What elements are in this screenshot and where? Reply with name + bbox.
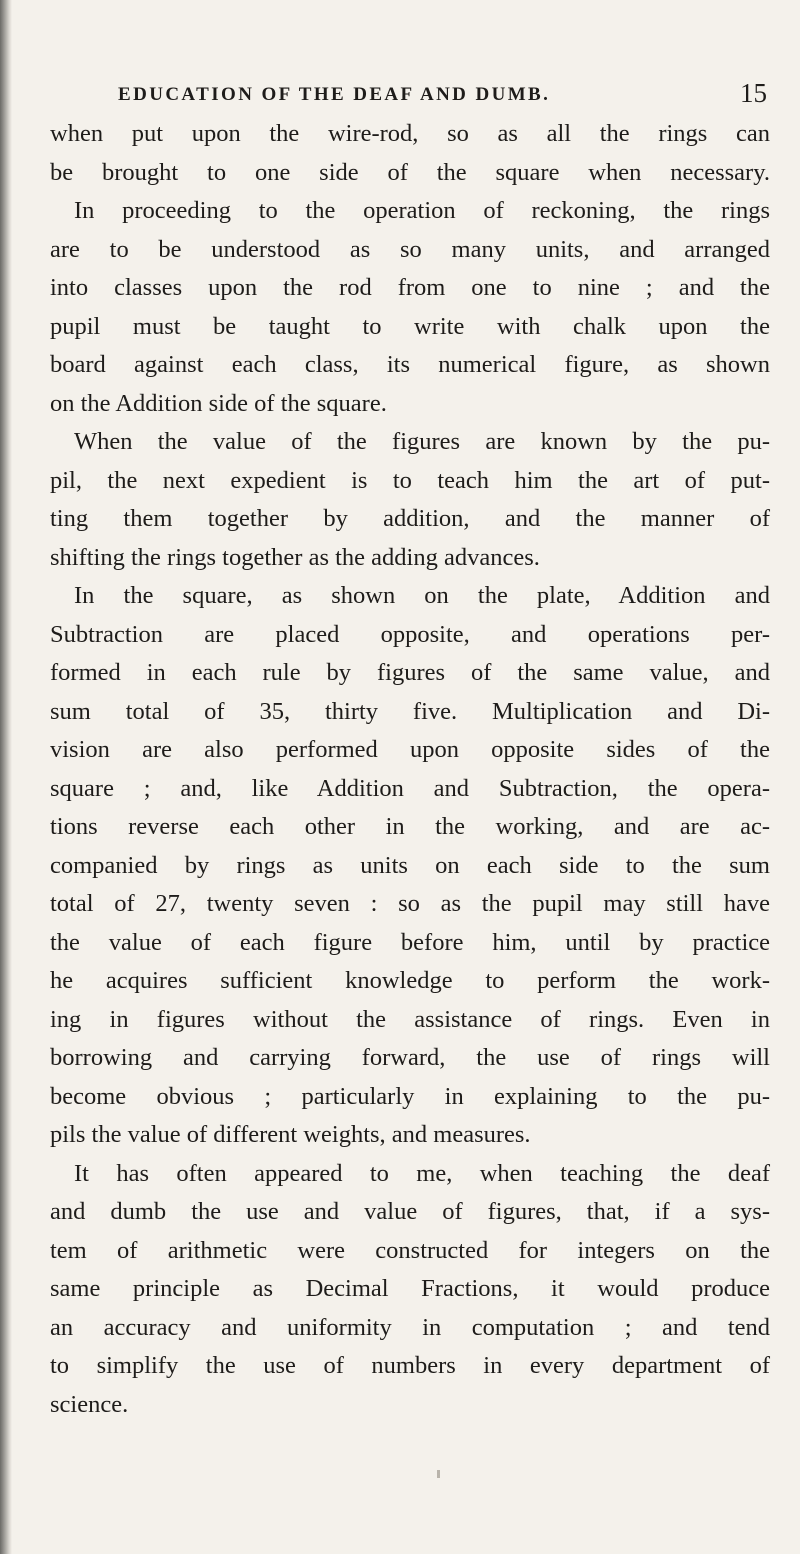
text-line: pil, the next expedient is to teach him the art of put-: [50, 466, 770, 494]
text-line: tions reverse each other in the working, and are ac-: [50, 813, 770, 840]
text-line: pupil must be taught to write with chalk upon the: [50, 312, 770, 340]
text-line: In proceeding to the operation of reckoning, the rings: [74, 197, 770, 224]
text-line: are to be understood as so many units, and arranged: [50, 235, 770, 263]
text-line: become obvious ; particularly in explaining to the pu-: [50, 1082, 770, 1110]
text-line: borrowing and carrying forward, the use of rings will: [50, 1044, 770, 1071]
text-line: shifting the rings together as the adding advances.: [50, 543, 540, 571]
text-line: he acquires sufficient knowledge to perform the work-: [50, 967, 770, 994]
print-mark: [437, 1470, 440, 1478]
page-number: 15: [740, 78, 767, 108]
text-line: be brought to one side of the square when necessary.: [50, 158, 770, 186]
text-line: sum total of 35, thirty five. Multiplication and Di-: [50, 697, 770, 725]
text-line: tem of arithmetic were constructed for integers on the: [50, 1236, 770, 1264]
text-line: square ; and, like Addition and Subtraction, the opera-: [50, 774, 770, 802]
text-line: companied by rings as units on each side to the sum: [50, 851, 770, 879]
text-line: into classes upon the rod from one to nine ; and the: [50, 274, 770, 301]
text-line: same principle as Decimal Fractions, it would produce: [50, 1275, 770, 1302]
body-text: [50, 115, 770, 1424]
text-line: the value of each figure before him, until by practice: [50, 928, 770, 956]
text-line: ing in figures without the assistance of rings. Even in: [50, 1005, 770, 1033]
text-line: pils the value of different weights, and measures.: [50, 1121, 531, 1148]
text-line: In the square, as shown on the plate, Addition and: [74, 582, 770, 609]
text-line: vision are also performed upon opposite sides of the: [50, 736, 770, 763]
text-line: It has often appeared to me, when teaching the deaf: [74, 1159, 770, 1187]
text-line: an accuracy and uniformity in computation ; and tend: [50, 1313, 770, 1341]
text-line: to simplify the use of numbers in every department of: [50, 1352, 770, 1379]
text-line: total of 27, twenty seven : so as the pupil may still have: [50, 890, 770, 917]
text-line: science.: [50, 1390, 129, 1418]
text-line: When the value of the figures are known by the pu-: [74, 428, 770, 455]
text-line: and dumb the use and value of figures, that, if a sys-: [50, 1198, 770, 1225]
running-head: [0, 78, 800, 114]
text-line: board against each class, its numerical figure, as shown: [50, 351, 770, 378]
text-line: on the Addition side of the square.: [50, 389, 387, 417]
running-title: EDUCATION OF THE DEAF AND DUMB.: [118, 84, 551, 105]
text-line: formed in each rule by figures of the same value, and: [50, 659, 770, 686]
text-line: ting them together by addition, and the manner of: [50, 505, 770, 532]
text-line: Subtraction are placed opposite, and operations per-: [50, 620, 770, 648]
text-line: when put upon the wire-rod, so as all the rings can: [50, 120, 770, 147]
binding-edge: [0, 0, 12, 1554]
